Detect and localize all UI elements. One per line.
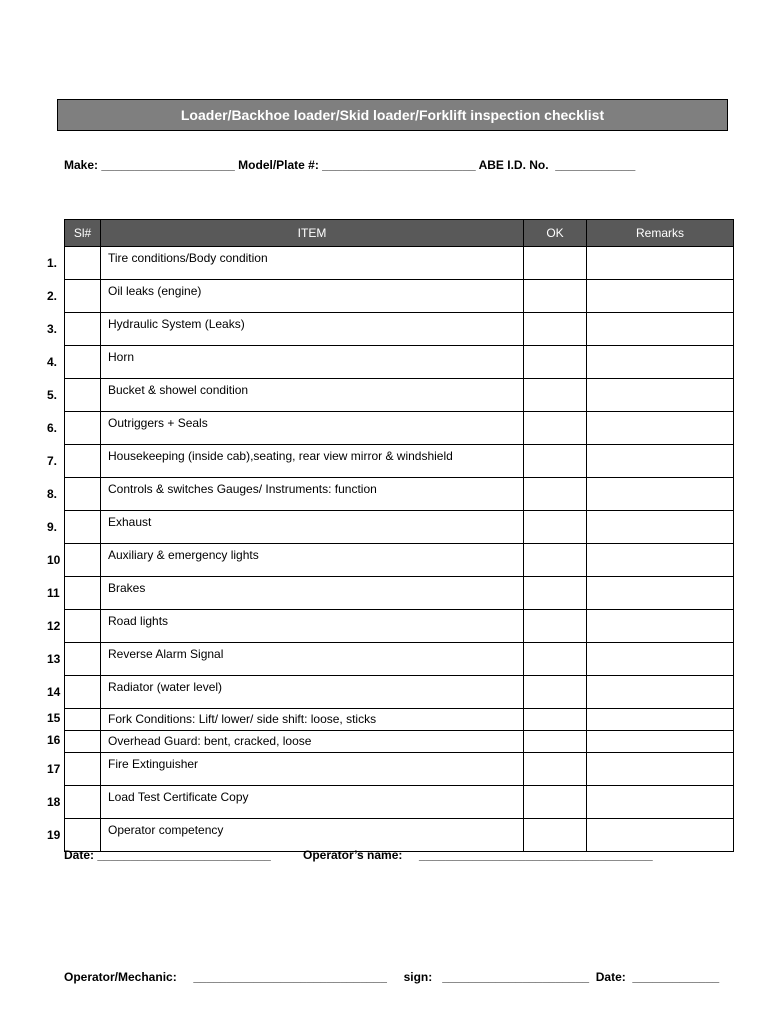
row-number: 13 <box>47 652 61 666</box>
remarks-cell[interactable] <box>587 280 734 313</box>
remarks-cell[interactable] <box>587 643 734 676</box>
item-cell: Housekeeping (inside cab),seating, rear view mirror & windshield <box>101 445 524 478</box>
row-number: 3. <box>47 322 58 336</box>
table-header-row <box>65 220 734 247</box>
sl-cell[interactable] <box>65 280 101 313</box>
ok-cell[interactable] <box>524 280 587 313</box>
item-cell: Road lights <box>101 610 524 643</box>
table-row <box>65 544 734 577</box>
make-model-id-line[interactable]: Make: ____________________ Model/Plate #: _______________________ ABE I.D. No. ____________ <box>64 158 636 172</box>
row-number: 4. <box>47 355 58 369</box>
item-cell: Brakes <box>101 577 524 610</box>
row-number: 16 <box>47 733 61 747</box>
row-number: 9. <box>47 520 58 534</box>
remarks-cell[interactable] <box>587 676 734 709</box>
table-row <box>65 445 734 478</box>
item-cell: Fork Conditions: Lift/ lower/ side shift: loose, sticks <box>101 709 524 731</box>
ok-cell[interactable] <box>524 731 587 753</box>
ok-cell[interactable] <box>524 786 587 819</box>
operator-name-line[interactable]: Operator’s name: ___________________________________ <box>303 848 653 862</box>
item-cell: Horn <box>101 346 524 379</box>
sl-cell[interactable] <box>65 478 101 511</box>
table-row <box>65 412 734 445</box>
header-sl: Sl# <box>65 220 101 247</box>
sl-cell[interactable] <box>65 346 101 379</box>
row-number: 15 <box>47 711 61 725</box>
item-cell: Bucket & showel condition <box>101 379 524 412</box>
ok-cell[interactable] <box>524 478 587 511</box>
checklist-title: Loader/Backhoe loader/Skid loader/Forklift inspection checklist <box>57 99 728 131</box>
remarks-cell[interactable] <box>587 313 734 346</box>
ok-cell[interactable] <box>524 412 587 445</box>
sl-cell[interactable] <box>65 247 101 280</box>
ok-cell[interactable] <box>524 643 587 676</box>
sl-cell[interactable] <box>65 643 101 676</box>
sl-cell[interactable] <box>65 731 101 753</box>
row-number: 14 <box>47 685 61 699</box>
row-number: 8. <box>47 487 58 501</box>
remarks-cell[interactable] <box>587 412 734 445</box>
table-row <box>65 786 734 819</box>
ok-cell[interactable] <box>524 610 587 643</box>
remarks-cell[interactable] <box>587 819 734 852</box>
ok-cell[interactable] <box>524 247 587 280</box>
ok-cell[interactable] <box>524 676 587 709</box>
sl-cell[interactable] <box>65 511 101 544</box>
row-number: 6. <box>47 421 58 435</box>
table-row <box>65 511 734 544</box>
remarks-cell[interactable] <box>587 346 734 379</box>
row-number: 7. <box>47 454 58 468</box>
ok-cell[interactable] <box>524 709 587 731</box>
remarks-cell[interactable] <box>587 478 734 511</box>
sl-cell[interactable] <box>65 577 101 610</box>
remarks-cell[interactable] <box>587 511 734 544</box>
item-cell: Exhaust <box>101 511 524 544</box>
item-cell: Radiator (water level) <box>101 676 524 709</box>
ok-cell[interactable] <box>524 445 587 478</box>
sl-cell[interactable] <box>65 786 101 819</box>
row-number: 5. <box>47 388 58 402</box>
item-cell: Outriggers + Seals <box>101 412 524 445</box>
item-cell: Hydraulic System (Leaks) <box>101 313 524 346</box>
sl-cell[interactable] <box>65 412 101 445</box>
remarks-cell[interactable] <box>587 577 734 610</box>
row-number: 19 <box>47 828 61 842</box>
ok-cell[interactable] <box>524 753 587 786</box>
item-cell: Tire conditions/Body condition <box>101 247 524 280</box>
item-cell: Controls & switches Gauges/ Instruments: function <box>101 478 524 511</box>
remarks-cell[interactable] <box>587 379 734 412</box>
operator-mechanic-sign-line[interactable]: Operator/Mechanic: _____________________________ sign: ______________________ Date: _____________ <box>64 970 720 984</box>
remarks-cell[interactable] <box>587 247 734 280</box>
table-row <box>65 379 734 412</box>
table-row <box>65 577 734 610</box>
ok-cell[interactable] <box>524 313 587 346</box>
table-row <box>65 346 734 379</box>
sl-cell[interactable] <box>65 753 101 786</box>
remarks-cell[interactable] <box>587 445 734 478</box>
table-row <box>65 753 734 786</box>
remarks-cell[interactable] <box>587 731 734 753</box>
table-row <box>65 313 734 346</box>
row-number: 11 <box>47 586 60 600</box>
sl-cell[interactable] <box>65 445 101 478</box>
sl-cell[interactable] <box>65 676 101 709</box>
row-number: 1. <box>47 256 58 270</box>
header-remarks: Remarks <box>587 220 734 247</box>
item-cell: Reverse Alarm Signal <box>101 643 524 676</box>
inspection-table <box>64 219 734 852</box>
item-cell: Fire Extinguisher <box>101 753 524 786</box>
ok-cell[interactable] <box>524 544 587 577</box>
table-row <box>65 731 734 753</box>
item-cell: Oil leaks (engine) <box>101 280 524 313</box>
ok-cell[interactable] <box>524 819 587 852</box>
ok-cell[interactable] <box>524 511 587 544</box>
ok-cell[interactable] <box>524 346 587 379</box>
remarks-cell[interactable] <box>587 786 734 819</box>
row-number: 17 <box>47 762 61 776</box>
sl-cell[interactable] <box>65 379 101 412</box>
row-number: 2. <box>47 289 58 303</box>
ok-cell[interactable] <box>524 577 587 610</box>
table-row <box>65 247 734 280</box>
table-row <box>65 709 734 731</box>
remarks-cell[interactable] <box>587 753 734 786</box>
date-line[interactable]: Date: __________________________ <box>64 848 271 862</box>
table-row <box>65 478 734 511</box>
remarks-cell[interactable] <box>587 544 734 577</box>
sl-cell[interactable] <box>65 709 101 731</box>
row-number: 10 <box>47 553 61 567</box>
table-row <box>65 676 734 709</box>
table-row <box>65 280 734 313</box>
remarks-cell[interactable] <box>587 709 734 731</box>
header-ok: OK <box>524 220 587 247</box>
remarks-cell[interactable] <box>587 610 734 643</box>
table-row <box>65 819 734 852</box>
sl-cell[interactable] <box>65 610 101 643</box>
sl-cell[interactable] <box>65 819 101 852</box>
header-item: ITEM <box>101 220 524 247</box>
ok-cell[interactable] <box>524 379 587 412</box>
row-number: 18 <box>47 795 61 809</box>
item-cell: Auxiliary & emergency lights <box>101 544 524 577</box>
item-cell: Operator competency <box>101 819 524 852</box>
row-number: 12 <box>47 619 61 633</box>
table-row <box>65 610 734 643</box>
sl-cell[interactable] <box>65 544 101 577</box>
item-cell: Load Test Certificate Copy <box>101 786 524 819</box>
sl-cell[interactable] <box>65 313 101 346</box>
item-cell: Overhead Guard: bent, cracked, loose <box>101 731 524 753</box>
table-row <box>65 643 734 676</box>
